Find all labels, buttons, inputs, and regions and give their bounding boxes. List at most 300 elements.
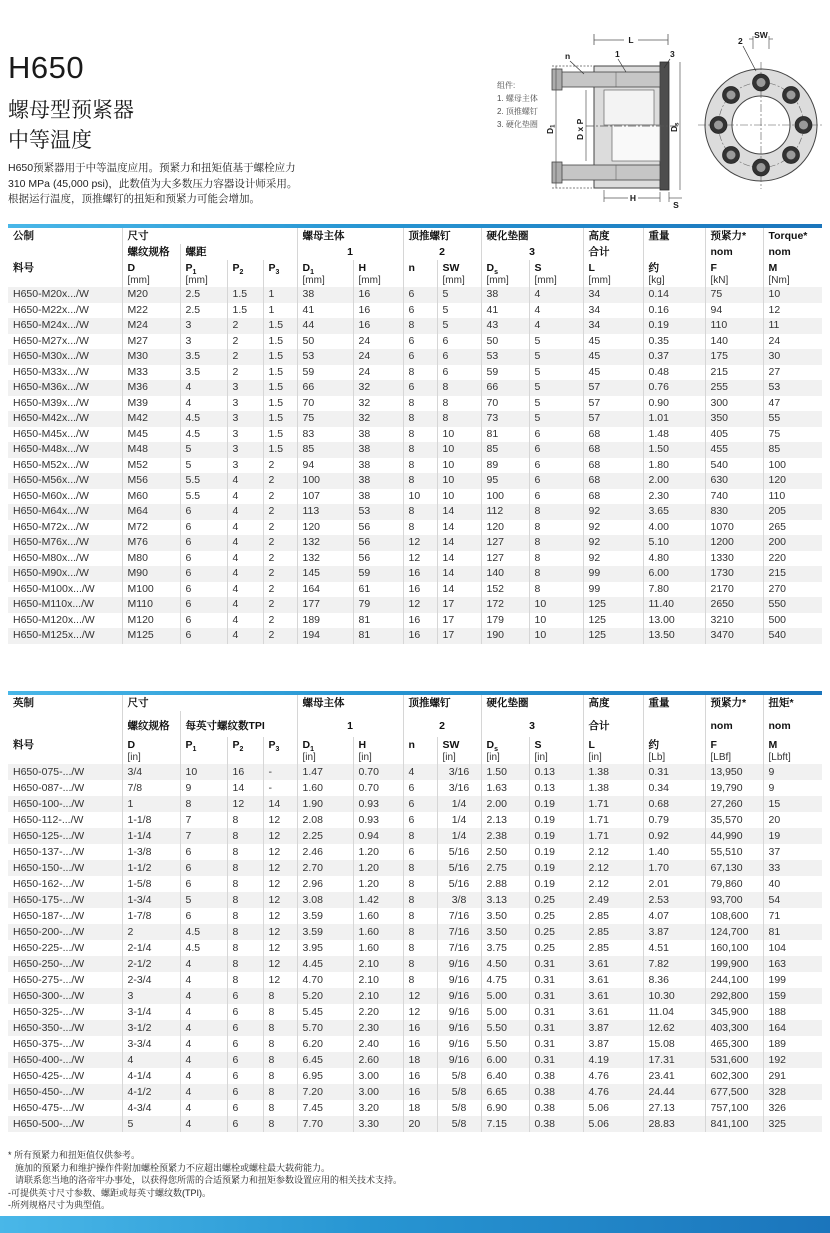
part-number: H650-300-.../W — [13, 990, 85, 1002]
cell: 8 — [529, 535, 583, 551]
cell: 265 — [763, 520, 822, 536]
column-symbol: S — [534, 262, 542, 274]
cell: 15 — [763, 796, 822, 812]
column-symbol: $P_1$ — [185, 739, 197, 754]
cell: 2.46 — [297, 844, 353, 860]
table-row — [8, 582, 822, 598]
column-symbol: SW — [442, 262, 460, 274]
table-row — [8, 844, 822, 860]
cell: 38 — [353, 489, 403, 505]
cell: 3.59 — [297, 924, 353, 940]
column-symbol: n — [408, 262, 415, 274]
cell: 6 — [180, 566, 227, 582]
cell: 4.51 — [643, 940, 705, 956]
cell: 6 — [180, 582, 227, 598]
cell: 159 — [763, 988, 822, 1004]
cell: 189 — [763, 1036, 822, 1052]
cell: 4 — [180, 1100, 227, 1116]
cell: 7/16 — [437, 940, 481, 956]
cell: 6 — [227, 1036, 263, 1052]
cell: 6 — [180, 860, 227, 876]
cell: 38 — [353, 458, 403, 474]
cell: 4.00 — [643, 520, 705, 536]
intro-line: H650预紧器用于中等温度应用。预紧力和扭矩值基于螺栓应力 — [8, 162, 296, 174]
cell: 5.45 — [297, 1004, 353, 1020]
cell: 44 — [297, 318, 353, 334]
cell: 35,570 — [705, 812, 763, 828]
cell: 2.25 — [297, 828, 353, 844]
cell: M30 — [122, 349, 180, 365]
cell: 89 — [481, 458, 529, 474]
cell: 3/8 — [437, 892, 481, 908]
cell: 8 — [437, 380, 481, 396]
group-preload: 预紧力* — [705, 228, 763, 244]
cell: 1.70 — [643, 860, 705, 876]
table-row — [8, 396, 822, 412]
cell: 4.70 — [297, 972, 353, 988]
column-symbol: 约 — [648, 262, 659, 274]
cell: 6.20 — [297, 1036, 353, 1052]
cell: 6 — [403, 796, 437, 812]
cell: 4 — [227, 582, 263, 598]
cell: 540 — [763, 628, 822, 644]
cell: 2 — [263, 628, 297, 644]
column-unit: [kN] — [710, 275, 729, 286]
part-number: H650-075-.../W — [13, 766, 85, 778]
cell: 1.5 — [263, 427, 297, 443]
cell: 2.01 — [643, 876, 705, 892]
cell: 30 — [763, 349, 822, 365]
cell: 67,130 — [705, 860, 763, 876]
cell: 0.79 — [643, 812, 705, 828]
cell: 1.20 — [353, 860, 403, 876]
cell: 2.49 — [583, 892, 643, 908]
column-symbol: F — [710, 739, 717, 751]
cell: 24 — [353, 334, 403, 350]
cell: 120 — [297, 520, 353, 536]
cell: 140 — [705, 334, 763, 350]
cell: 0.38 — [529, 1100, 583, 1116]
cell: 1.5 — [263, 318, 297, 334]
column-header — [705, 260, 763, 287]
cell: 47 — [763, 396, 822, 412]
cell: 5 — [529, 411, 583, 427]
cell: 1-1/4 — [122, 828, 180, 844]
cell: 677,500 — [705, 1084, 763, 1100]
cell: 540 — [705, 458, 763, 474]
subgroup-torque-nom: nom — [763, 711, 822, 737]
cell: 1/4 — [437, 828, 481, 844]
cell: 19,790 — [705, 780, 763, 796]
cell: M36 — [122, 380, 180, 396]
table-row — [8, 427, 822, 443]
cell: 205 — [763, 504, 822, 520]
cell: 4.5 — [180, 924, 227, 940]
cell: 4 — [529, 287, 583, 303]
cell: 68 — [583, 473, 643, 489]
cell: 18 — [403, 1052, 437, 1068]
cell: 56 — [353, 551, 403, 567]
part-number: H650-375-.../W — [13, 1038, 85, 1050]
cell: 5/8 — [437, 1116, 481, 1132]
table-row — [8, 892, 822, 908]
cell: 1.5 — [263, 334, 297, 350]
column-header — [583, 737, 643, 764]
cell: 13.00 — [643, 613, 705, 629]
cell: 12 — [263, 908, 297, 924]
cell: 8 — [403, 828, 437, 844]
cell: 0.31 — [529, 1052, 583, 1068]
cell: 3.5 — [180, 365, 227, 381]
cell: 9/16 — [437, 956, 481, 972]
cell: 13,950 — [705, 764, 763, 780]
cell: 190 — [481, 628, 529, 644]
cell: 3/4 — [122, 764, 180, 780]
footer-accent-bar — [0, 1216, 830, 1233]
cell: 11.04 — [643, 1004, 705, 1020]
cell: 2.12 — [583, 844, 643, 860]
cell: 3.95 — [297, 940, 353, 956]
part-number: H650-500-.../W — [13, 1118, 85, 1130]
subgroup-torque-nom: nom — [763, 244, 822, 260]
cell: 6 — [227, 1068, 263, 1084]
cell: 5/16 — [437, 844, 481, 860]
table-row — [8, 1052, 822, 1068]
cell: 10 — [437, 458, 481, 474]
header-subgroup-row — [8, 711, 822, 737]
cell: 3.5 — [180, 349, 227, 365]
cell: 4.80 — [643, 551, 705, 567]
cell: 2.10 — [353, 956, 403, 972]
cell: 6 — [180, 535, 227, 551]
cell: 11.40 — [643, 597, 705, 613]
table-row — [8, 303, 822, 319]
cell: 50 — [481, 334, 529, 350]
cell: 1.38 — [583, 764, 643, 780]
cell: 120 — [763, 473, 822, 489]
cell: 125 — [583, 628, 643, 644]
cell: 244,100 — [705, 972, 763, 988]
cell: 5 — [437, 287, 481, 303]
cell: 92 — [583, 535, 643, 551]
cell: 73 — [481, 411, 529, 427]
table-row — [8, 972, 822, 988]
cell: 5 — [529, 334, 583, 350]
bore-upper — [604, 90, 654, 125]
header-cell — [643, 244, 705, 260]
cell: 1-1/2 — [122, 860, 180, 876]
cell: 125 — [583, 613, 643, 629]
table-row — [8, 908, 822, 924]
cell: 4 — [227, 535, 263, 551]
cell: 7.45 — [297, 1100, 353, 1116]
cell: 57 — [583, 380, 643, 396]
header-cell — [8, 711, 122, 737]
cell: 24 — [353, 349, 403, 365]
region-label: 英制 — [13, 697, 34, 709]
cell: 1.71 — [583, 796, 643, 812]
cell: 8 — [263, 1100, 297, 1116]
cell: 3.75 — [481, 940, 529, 956]
cell: 4-1/4 — [122, 1068, 180, 1084]
cell: 2170 — [705, 582, 763, 598]
cell: 11 — [763, 318, 822, 334]
table-row — [8, 812, 822, 828]
cell: 1 — [263, 303, 297, 319]
cell: 0.13 — [529, 764, 583, 780]
metric-table — [8, 228, 822, 644]
column-header — [403, 260, 437, 287]
cell: 5 — [180, 892, 227, 908]
cell: 8 — [227, 908, 263, 924]
cell: 59 — [481, 365, 529, 381]
cell: 41 — [481, 303, 529, 319]
cell: 5.70 — [297, 1020, 353, 1036]
cell: 5 — [437, 303, 481, 319]
column-unit: [LBf] — [710, 752, 732, 763]
cell: 8 — [403, 365, 437, 381]
cell: 5/16 — [437, 860, 481, 876]
column-header — [122, 260, 180, 287]
cell: 0.31 — [529, 1036, 583, 1052]
cell: M48 — [122, 442, 180, 458]
part-number: H650-112-.../W — [13, 814, 84, 826]
cell: 4 — [227, 628, 263, 644]
cell: 0.31 — [529, 956, 583, 972]
cell: 6 — [437, 334, 481, 350]
cell: 53 — [763, 380, 822, 396]
cell: 12 — [263, 876, 297, 892]
cell: 8 — [263, 1084, 297, 1100]
cell: 7.15 — [481, 1116, 529, 1132]
metric-table-section — [8, 224, 822, 644]
cell: 3-1/2 — [122, 1020, 180, 1036]
cell: 5.5 — [180, 489, 227, 505]
table-row — [8, 318, 822, 334]
cell: 2.30 — [643, 489, 705, 505]
cell: 4 — [227, 520, 263, 536]
cell: 4 — [180, 1036, 227, 1052]
cell: 79 — [353, 597, 403, 613]
label-part1: 1 — [615, 49, 620, 59]
cell: 23.41 — [643, 1068, 705, 1084]
cell: 4.5 — [180, 427, 227, 443]
table-row — [8, 287, 822, 303]
cell: 16 — [403, 1068, 437, 1084]
jackbolt-top-head — [552, 69, 562, 90]
cell: 5.50 — [481, 1020, 529, 1036]
cell: 8 — [263, 1036, 297, 1052]
cell: 1.60 — [353, 908, 403, 924]
header-cell — [8, 244, 122, 260]
cell: 1730 — [705, 566, 763, 582]
cell: 2 — [263, 489, 297, 505]
cell: 8 — [180, 796, 227, 812]
cell: 6 — [227, 1004, 263, 1020]
cell: 740 — [705, 489, 763, 505]
page-subtitle-product: 螺母型预紧器 — [8, 99, 134, 122]
cell: 630 — [705, 473, 763, 489]
cell: 112 — [481, 504, 529, 520]
cell: 2 — [263, 582, 297, 598]
cell: 5 — [437, 318, 481, 334]
cell: 4.50 — [481, 956, 529, 972]
cell: 2.53 — [643, 892, 705, 908]
cell: 6 — [180, 876, 227, 892]
cell: 38 — [353, 427, 403, 443]
cell: 2.12 — [583, 876, 643, 892]
cell: 27.13 — [643, 1100, 705, 1116]
cell: 14 — [437, 520, 481, 536]
column-symbol: $D_1$ — [302, 739, 314, 754]
part-number: H650-M42x.../W — [13, 412, 89, 424]
cell: 5.06 — [583, 1116, 643, 1132]
subgroup-thread: 螺纹规格 — [122, 711, 180, 737]
column-symbol: L — [588, 739, 595, 751]
cell: 6 — [403, 844, 437, 860]
cell: 4.76 — [583, 1084, 643, 1100]
cell: 1.80 — [643, 458, 705, 474]
cell: 194 — [297, 628, 353, 644]
cell: 66 — [481, 380, 529, 396]
cell: 5/16 — [437, 876, 481, 892]
cell: 9/16 — [437, 1036, 481, 1052]
column-unit: [in] — [442, 752, 456, 763]
group-jack-screws: 顶推螺钉 — [403, 228, 481, 244]
cell: M22 — [122, 303, 180, 319]
cell: 17.31 — [643, 1052, 705, 1068]
cell: 2-1/2 — [122, 956, 180, 972]
cell: 14 — [263, 796, 297, 812]
cell: 1.63 — [481, 780, 529, 796]
cell: 10 — [437, 442, 481, 458]
cell: M56 — [122, 473, 180, 489]
cell: M90 — [122, 566, 180, 582]
component-legend-item: 3. 硬化垫圈 — [497, 120, 538, 129]
cell: 7.80 — [643, 582, 705, 598]
part-number: H650-200-.../W — [13, 926, 85, 938]
region-label: 公制 — [13, 230, 34, 242]
cell: 3 — [180, 318, 227, 334]
cell: 291 — [763, 1068, 822, 1084]
jackbolt-bottom-head — [552, 162, 562, 183]
column-header — [643, 260, 705, 287]
cell: 8 — [403, 956, 437, 972]
cell: 71 — [763, 908, 822, 924]
cell: 3 — [227, 458, 263, 474]
column-symbol: S — [534, 739, 542, 751]
cell: 8 — [529, 551, 583, 567]
cell: M80 — [122, 551, 180, 567]
cell: 3.65 — [643, 504, 705, 520]
cell: 9/16 — [437, 1020, 481, 1036]
cell: 0.19 — [643, 318, 705, 334]
bore-lower — [612, 125, 660, 161]
column-header — [263, 260, 297, 287]
subgroup-total: 合计 — [583, 711, 643, 737]
cell: 7.82 — [643, 956, 705, 972]
cell: 8 — [529, 566, 583, 582]
cell: 12 — [263, 860, 297, 876]
group-nut-body: 螺母主体 — [297, 228, 403, 244]
cell: 5 — [529, 396, 583, 412]
cell: 38 — [353, 473, 403, 489]
cell: 20 — [763, 812, 822, 828]
cell: 2.08 — [297, 812, 353, 828]
cell: 9/16 — [437, 988, 481, 1004]
cell: 0.19 — [529, 876, 583, 892]
cell: 2.20 — [353, 1004, 403, 1020]
table-row — [8, 1068, 822, 1084]
column-symbol: F — [710, 262, 717, 274]
cell: 14 — [437, 535, 481, 551]
column-unit: [in] — [588, 752, 602, 763]
table-row — [8, 334, 822, 350]
cell: 10 — [403, 489, 437, 505]
cell: 17 — [437, 613, 481, 629]
cell: 300 — [705, 396, 763, 412]
cell: 16 — [353, 318, 403, 334]
column-symbol: M — [768, 739, 778, 751]
cell: 24.44 — [643, 1084, 705, 1100]
cell: 1.71 — [583, 812, 643, 828]
part-number: H650-150-.../W — [13, 862, 85, 874]
cell: 4 — [180, 1116, 227, 1132]
cell: 5.00 — [481, 1004, 529, 1020]
cell: 3 — [227, 427, 263, 443]
table-row — [8, 1116, 822, 1132]
component-legend-title: 组件: — [497, 81, 516, 90]
cell: 4 — [180, 1052, 227, 1068]
table-row — [8, 489, 822, 505]
cell: 3 — [227, 396, 263, 412]
cell: 16 — [403, 1036, 437, 1052]
cell: 2.88 — [481, 876, 529, 892]
table-row — [8, 860, 822, 876]
column-symbol: $D_s$ — [486, 262, 498, 277]
cell: 8 — [529, 504, 583, 520]
group-torque: Torque* — [763, 228, 822, 244]
cell: 455 — [705, 442, 763, 458]
cell: 8 — [227, 828, 263, 844]
cell: 4-1/2 — [122, 1084, 180, 1100]
cell: 0.25 — [529, 924, 583, 940]
subgroup-thread: 螺纹规格 — [122, 244, 180, 260]
column-symbol: $P_1$ — [185, 262, 197, 277]
cell: 1.5 — [263, 442, 297, 458]
cell: 6 — [403, 812, 437, 828]
cell: M24 — [122, 318, 180, 334]
cell: 2 — [227, 365, 263, 381]
header-symbol-row — [8, 737, 822, 764]
part-number: H650-M64x.../W — [13, 505, 89, 517]
table-row — [8, 780, 822, 796]
cell: 6 — [180, 613, 227, 629]
cell: 53 — [353, 504, 403, 520]
cell: 5.5 — [180, 473, 227, 489]
cell: 0.37 — [643, 349, 705, 365]
cell: 6 — [180, 628, 227, 644]
dim-label-H: H — [629, 193, 637, 203]
cell: 2.40 — [353, 1036, 403, 1052]
group-height: 高度 — [583, 695, 643, 711]
part-number: H650-325-.../W — [13, 1006, 85, 1018]
column-unit: [mm] — [358, 275, 381, 286]
cell: 8 — [227, 812, 263, 828]
cell: 8 — [403, 972, 437, 988]
column-header — [437, 260, 481, 287]
intro-line: 310 MPa (45,000 psi)，此数值为大多数压力容器设计师采用。 — [8, 177, 298, 190]
